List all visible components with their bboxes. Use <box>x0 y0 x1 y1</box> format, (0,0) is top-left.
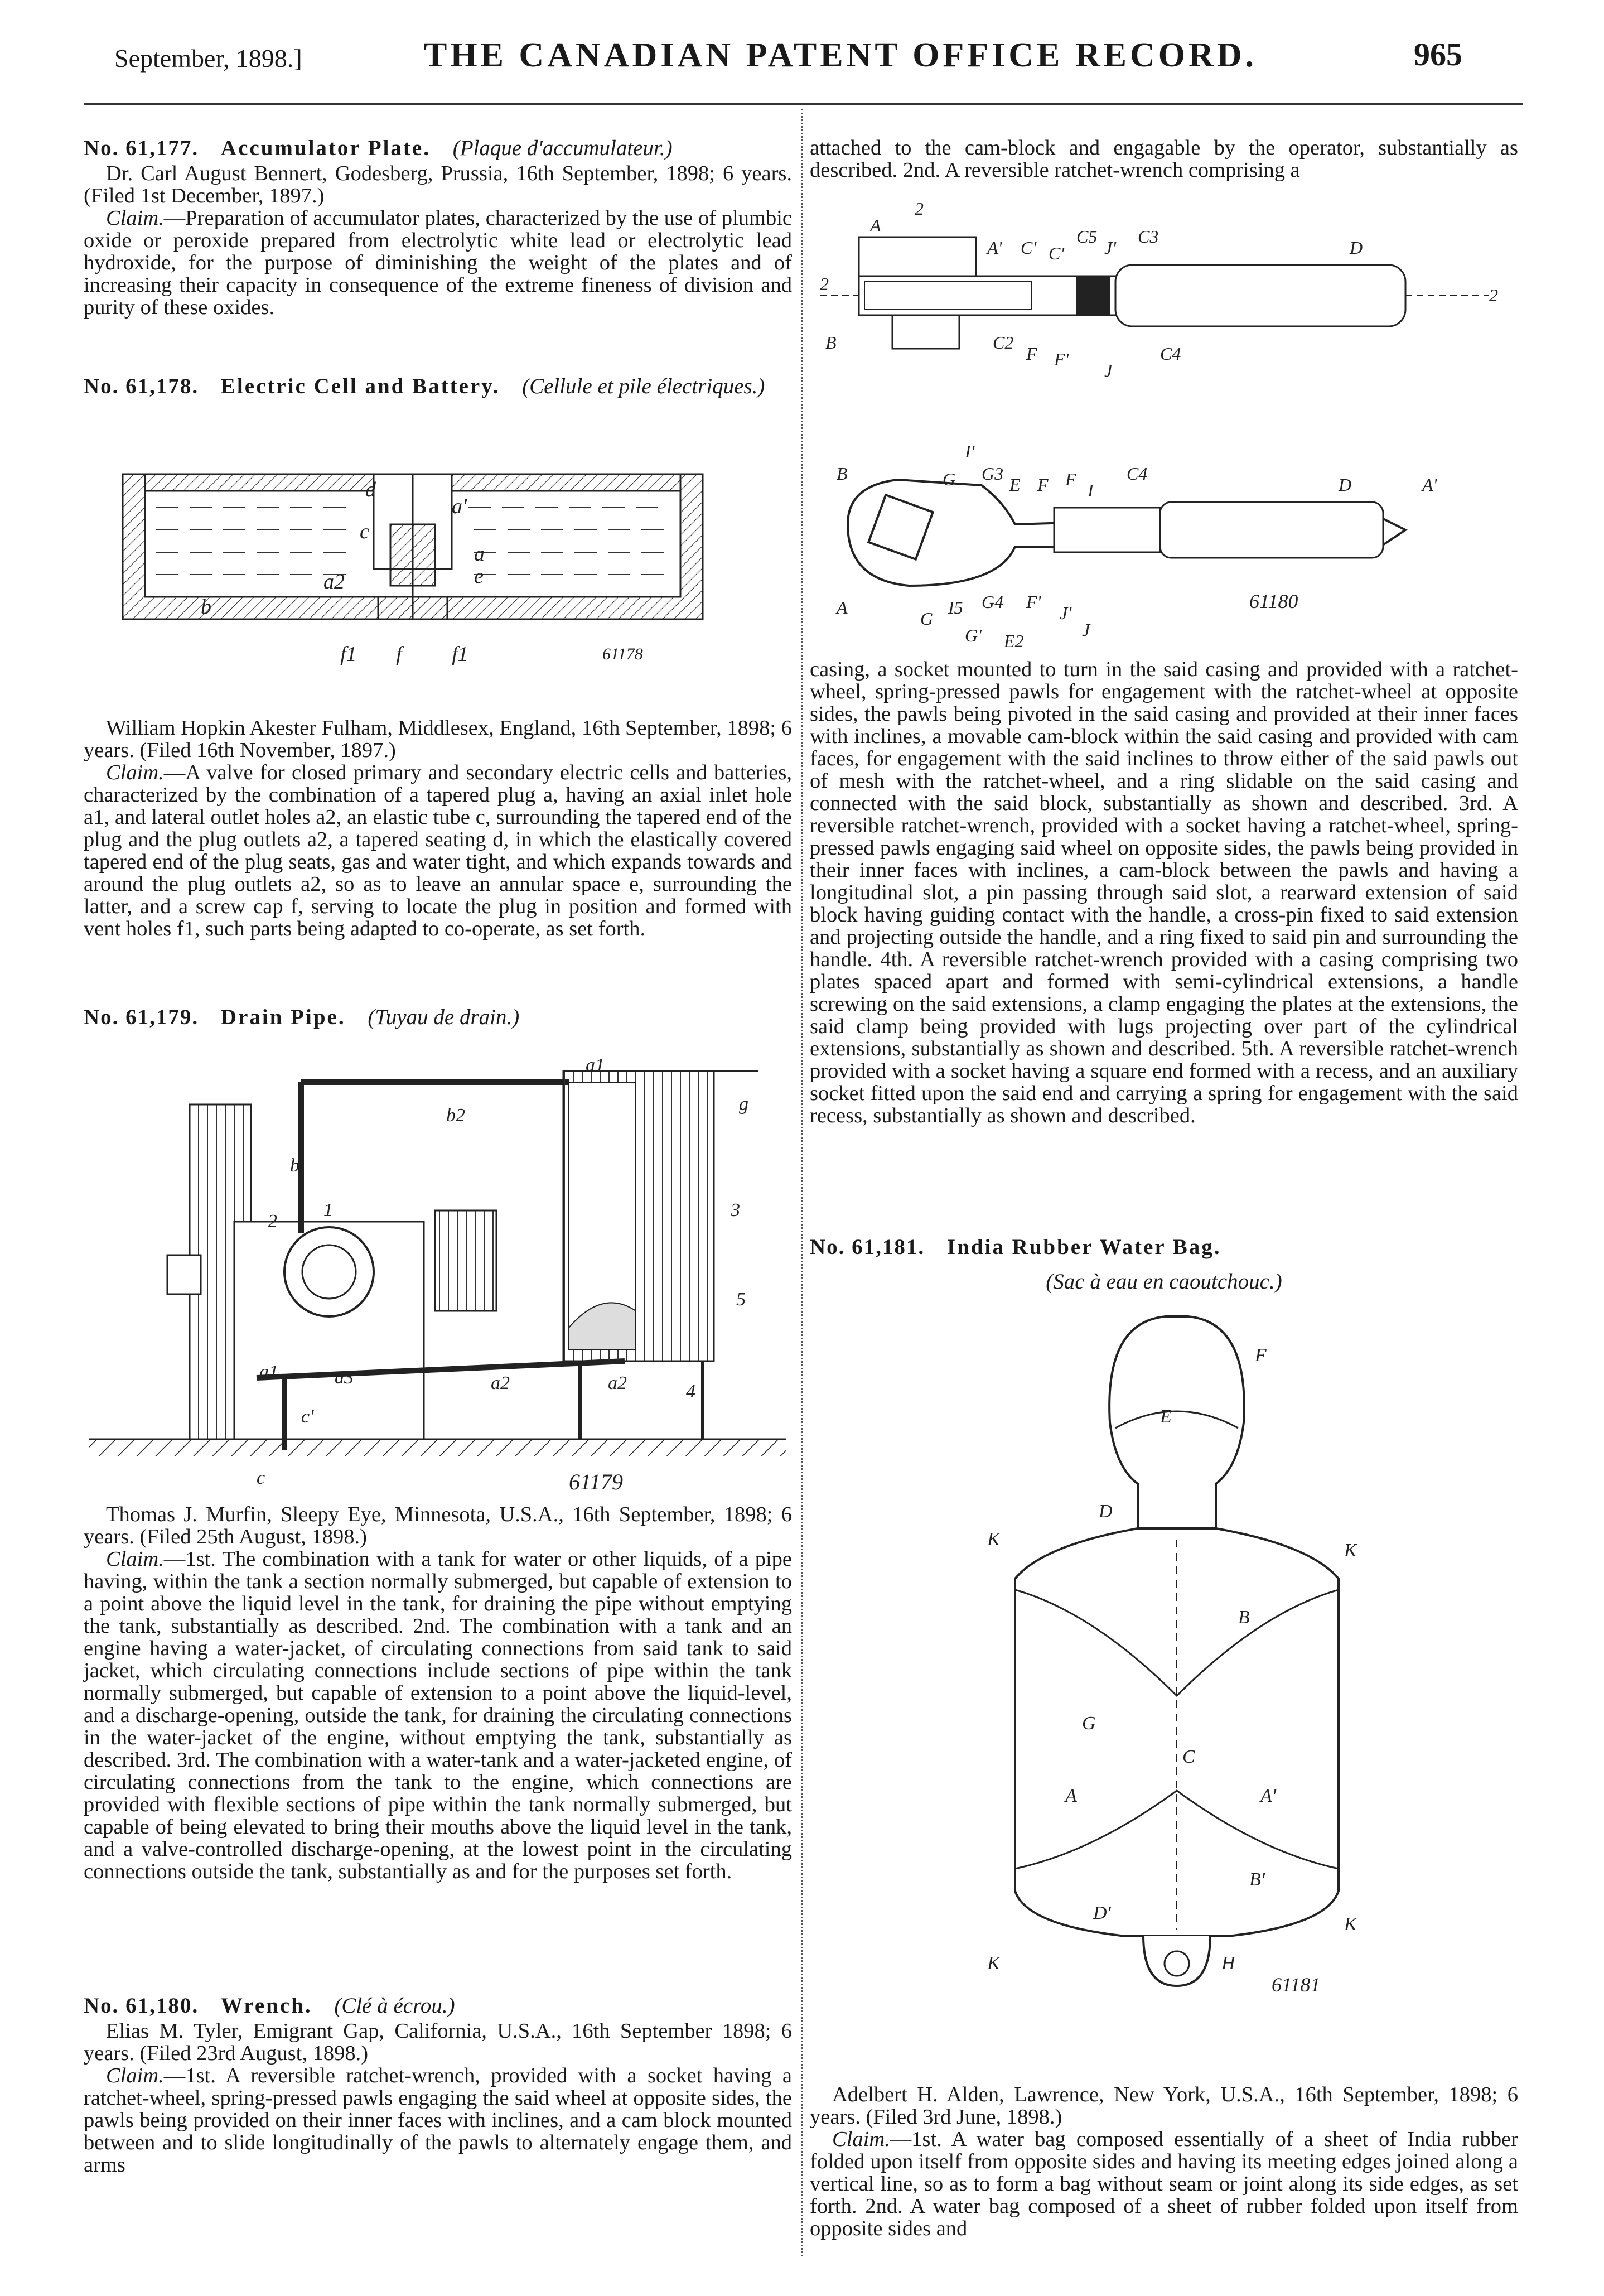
svg-text:f: f <box>396 643 402 666</box>
svg-text:a': a' <box>452 495 467 518</box>
figure-number: 61179 <box>569 1469 624 1494</box>
svg-text:F: F <box>1255 1345 1267 1366</box>
svg-text:c: c <box>257 1468 265 1488</box>
svg-text:d: d <box>365 478 376 501</box>
figure-drain-pipe <box>89 1049 786 1506</box>
svg-text:B: B <box>837 464 848 484</box>
electric-cell-drawing <box>112 463 725 669</box>
claim-text: —A valve for closed primary and secondary electric cells and batteries, characterized by the combination of a tapered plug a, having an axial inlet hole a1, and lateral outlet holes a2, an elastic tube c, surrounding the tapered end of the plug and the plug outlets a2, a tapered seating d, in which the elastically covered tapered end of the plug seats, gas and water tight, and which expands towards and around the plug outlets a2, so as to leave an annular space e, surrounding the latter, and a screw cap f, serving to locate the plug in position and formed with vent holes f1, such parts being adapted to co-operate, as set forth. <box>84 761 792 940</box>
claim-text: —1st. The combination with a tank for water or other liquids, of a pipe having, within the tank a section normally submerged, but capable of extension to a point above the liquid level in the tank, for draining the pipe without emptying the tank, substantially as described. 2nd. The combination with a tank and an engine having a water-jacket, of circulating connections from said tank to said jacket, which circulating connections include sections of pipe within the tank normally submerged, but capable of extension to a point above the liquid-level, and a discharge-opening, outside the tank, for draining the circulating connections in the water-jacket of the engine, without emptying the tank, substantially as described. 3rd. The combination with a water-tank and a water-jacketed engine, of circulating connections from the tank to the engine, which connections are provided with flexible sections of pipe within the tank normally submerged, but capable of being elevated to bring their mouths above the liquid level in the tank, and a valve-controlled discharge-opening, at the lowest point in the circulating connections outside the tank, substantially as and for the purposes set forth. <box>84 1547 792 1883</box>
svg-text:c': c' <box>301 1406 314 1427</box>
svg-text:D': D' <box>1093 1903 1111 1923</box>
claim-label: Claim. <box>106 761 164 784</box>
patent-name: Accumulator Plate. <box>220 136 431 160</box>
svg-text:b': b' <box>290 1155 304 1176</box>
handle-section <box>1160 502 1383 558</box>
patent-name: Drain Pipe. <box>220 1005 346 1029</box>
patent-french-line <box>810 1270 1518 1294</box>
svg-text:C': C' <box>1021 238 1037 258</box>
svg-text:G: G <box>920 609 934 629</box>
patent-claim <box>84 2065 792 2176</box>
patent-french-name: (Tuyau de drain.) <box>368 1005 520 1029</box>
svg-text:a2: a2 <box>323 570 345 594</box>
patent-heading <box>810 1236 1518 1259</box>
svg-text:a2: a2 <box>608 1373 627 1393</box>
svg-text:F': F' <box>1054 349 1069 369</box>
patent-inventor: Dr. Carl August Bennert, Godesberg, Prussia, 16th September, 1898; 6 years. (Filed 1st December, 1897.) <box>84 162 792 208</box>
claim-label: Claim. <box>106 2064 164 2087</box>
svg-text:3: 3 <box>731 1200 740 1221</box>
svg-text:J: J <box>1082 620 1090 640</box>
svg-text:a3: a3 <box>335 1367 354 1388</box>
patent-61181-heading <box>810 1236 1518 1294</box>
svg-text:2: 2 <box>268 1211 277 1232</box>
ring <box>1076 276 1110 315</box>
svg-text:A': A' <box>1422 475 1437 495</box>
patent-number: No. 61,178. <box>84 374 199 398</box>
drain-pipe-drawing <box>89 1049 786 1506</box>
svg-text:a2: a2 <box>491 1373 510 1393</box>
patent-61180 <box>84 1994 792 2176</box>
svg-text:A: A <box>837 597 848 618</box>
patent-heading <box>84 1994 792 2018</box>
patent-inventor: Elias M. Tyler, Emigrant Gap, California, U.S.A., 16th September 1898; 6 years. (Filed 23rd August, 1898.) <box>84 2019 792 2065</box>
claim-label: Claim. <box>106 206 164 230</box>
claim-label: Claim. <box>106 1547 164 1571</box>
issue-date: September, 1898.] <box>114 44 302 73</box>
patent-number: No. 61,177. <box>84 136 199 160</box>
svg-text:F: F <box>1065 469 1076 489</box>
patent-claim <box>810 2128 1518 2240</box>
ground <box>89 1439 786 1456</box>
svg-text:F: F <box>1026 344 1037 364</box>
svg-text:b2: b2 <box>446 1105 465 1126</box>
wrench-side-drawing <box>814 198 1523 382</box>
svg-text:B': B' <box>1249 1869 1265 1890</box>
header-rule <box>84 103 1523 105</box>
figure-number: 61178 <box>602 645 643 663</box>
patent-inventor: Adelbert H. Alden, Lawrence, New York, U.S.A., 16th September, 1898; 6 years. (Filed 3rd June, 1898.) <box>810 2083 1518 2129</box>
svg-text:b: b <box>201 595 211 619</box>
svg-text:C: C <box>1182 1747 1195 1767</box>
figure-wrench-side <box>814 198 1523 382</box>
patent-inventor: William Hopkin Akester Fulham, Middlesex, England, 16th September, 1898; 6 years. (Filed 16th November, 1897.) <box>84 716 792 762</box>
svg-text:1: 1 <box>323 1200 333 1221</box>
svg-text:I5: I5 <box>948 597 963 618</box>
svg-text:C4: C4 <box>1160 344 1181 364</box>
patent-claim <box>84 207 792 319</box>
svg-text:C5: C5 <box>1076 226 1098 247</box>
svg-text:K: K <box>987 1953 1000 1974</box>
svg-text:c: c <box>360 520 369 543</box>
figure-number: 61181 <box>1272 1974 1321 1996</box>
patent-french-name: (Cellule et pile électriques.) <box>522 374 765 398</box>
svg-text:I: I <box>1088 480 1094 500</box>
patent-61177 <box>84 137 792 319</box>
patent-61180-continued <box>810 658 1518 1127</box>
claim-continuation: casing, a socket mounted to turn in the said casing and provided with a ratchet-wheel, spring-pressed pawls for engagement with the ratchet-wheel at opposite sides, the pawls being pivoted in the said casing and provided at their inner faces with inclines, a movable cam-block within the said casing and provided with cam faces, for engagement with the said inclines to throw either of the said pawls out of mesh with the ratchet-wheel, and a ring slidable on the said casing and connected with the said block, substantially as shown and described. 3rd. A reversible ratchet-wrench, provided with a socket having a ratchet-wheel, spring-pressed pawls engaging said wheel on opposite sides, the pawls being provided in their inner faces with inclines, a cam-block between the pawls and having a longitudinal slot, a pin passing through said slot, a rearward extension of said block having guiding contact with the handle, a cross-pin fixed to said extension and projecting outside the handle, and a ring fixed to said pin and surrounding the handle. 4th. A reversible ratchet-wrench provided with a casing comprising two plates spaced apart and formed with semi-cylindrical extensions, a handle screwing on the said extensions, a clamp engaging the plates at the extensions, the said clamp being provided with lugs projecting over part of the cylindrical extensions, substantially as shown and described. 5th. A reversible ratchet-wrench provided with a socket having a square end formed with a recess, and an auxiliary socket fitted upon the said end and carrying a spring for engagement with the said recess, substantially as shown and described. <box>810 658 1518 1127</box>
svg-text:g: g <box>739 1094 748 1115</box>
patent-name: Wrench. <box>220 1994 312 2018</box>
claim-text: —1st. A reversible ratchet-wrench, provided with a socket having a ratchet-wheel, spring-pressed pawls engaging the said wheel at opposite sides, the pawls being provided on their inner faces with inclines, and a cam block mounted between and to slide longitudinally of the pawls to alternately engage them, and arms <box>84 2064 792 2177</box>
water-bag-drawing <box>982 1300 1372 2042</box>
svg-text:J: J <box>1104 360 1113 380</box>
svg-text:J': J' <box>1060 603 1072 623</box>
figure-wrench-section <box>814 441 1523 653</box>
svg-text:a: a <box>474 542 485 566</box>
svg-text:K: K <box>1344 1540 1357 1561</box>
patent-name: Electric Cell and Battery. <box>220 374 500 398</box>
svg-text:C3: C3 <box>1138 226 1159 247</box>
svg-text:A: A <box>1065 1786 1077 1806</box>
svg-text:2: 2 <box>915 199 924 219</box>
claim-continuation: attached to the cam-block and engagable by the operator, substantially as described. 2nd. A reversible ratchet-wrench comprising a <box>810 136 1518 182</box>
patent-61178 <box>84 717 792 940</box>
svg-text:f1: f1 <box>340 643 357 666</box>
svg-text:a1: a1 <box>586 1055 605 1075</box>
patent-claim <box>84 761 792 940</box>
svg-text:I': I' <box>965 441 975 461</box>
socket <box>859 237 976 276</box>
claim-label: Claim. <box>832 2128 890 2151</box>
svg-text:E2: E2 <box>1004 631 1024 651</box>
figure-number: 61180 <box>1249 590 1298 612</box>
patent-61178-heading <box>84 375 792 398</box>
svg-text:A: A <box>870 215 881 235</box>
cam-block <box>1054 508 1160 552</box>
engine-cylinder <box>284 1227 374 1316</box>
stopper-bulb <box>1109 1316 1244 1528</box>
patent-french-name: (Sac à eau en caoutchouc.) <box>1046 1270 1282 1294</box>
page-header <box>0 32 1604 83</box>
svg-text:C4: C4 <box>1127 464 1148 484</box>
patent-61179 <box>84 1503 792 1883</box>
svg-text:a1: a1 <box>259 1362 278 1382</box>
patent-number: No. 61,181. <box>810 1235 925 1259</box>
patent-61181 <box>810 2083 1518 2240</box>
svg-text:G3: G3 <box>982 464 1004 484</box>
svg-text:D: D <box>1350 238 1363 258</box>
svg-text:e: e <box>474 565 484 588</box>
hanger-tab <box>1143 1936 1210 1986</box>
svg-text:F': F' <box>1026 592 1041 612</box>
svg-text:4: 4 <box>686 1381 695 1402</box>
svg-text:B: B <box>825 332 837 353</box>
page-number: 965 <box>1414 36 1462 73</box>
svg-text:5: 5 <box>736 1289 746 1310</box>
svg-text:D: D <box>1099 1501 1113 1522</box>
svg-text:G': G' <box>965 625 982 645</box>
figure-water-bag <box>982 1300 1372 2042</box>
patent-inventor: Thomas J. Murfin, Sleepy Eye, Minnesota, U.S.A., 16th September, 1898; 6 years. (Filed 25th August, 1898.) <box>84 1503 792 1549</box>
svg-text:F: F <box>1037 475 1049 495</box>
pulley <box>435 1210 496 1311</box>
claim-text: —1st. A water bag composed essentially of a sheet of India rubber folded upon itself from opposite sides and having its meeting edges joined along a vertical line, so as to form a bag without seam or joint along its side edges, as set forth. 2nd. A water bag composed of a sheet of rubber folded upon itself from opposite sides and <box>810 2128 1518 2240</box>
svg-text:E: E <box>1009 475 1021 495</box>
svg-text:D: D <box>1339 475 1352 495</box>
svg-text:f1: f1 <box>452 643 468 666</box>
patent-claim <box>84 1548 792 1883</box>
patent-heading <box>84 1006 792 1029</box>
svg-text:2: 2 <box>820 274 829 294</box>
svg-text:K: K <box>987 1529 1000 1550</box>
patent-french-name: (Plaque d'accumulateur.) <box>452 136 673 160</box>
patent-61179-heading <box>84 1006 792 1029</box>
svg-text:2: 2 <box>1489 285 1498 305</box>
hub <box>167 1255 201 1294</box>
svg-text:A': A' <box>1260 1786 1277 1806</box>
svg-text:G: G <box>943 469 956 489</box>
claim-text: —Preparation of accumulator plates, characterized by the use of plumbic oxide or peroxide prepared from electrolytic white lead or electrolytic lead hydroxide, for the purpose of diminishing the weight of the plates and of increasing their capacity in consequence of the extreme fineness of division and purity of these oxides. <box>84 206 792 319</box>
svg-text:G4: G4 <box>982 592 1004 612</box>
publication-title: THE CANADIAN PATENT OFFICE RECORD. <box>424 36 1258 74</box>
svg-text:A': A' <box>987 238 1002 258</box>
svg-text:C2: C2 <box>993 332 1014 353</box>
patent-number: No. 61,180. <box>84 1994 199 2018</box>
svg-text:G: G <box>1082 1713 1096 1734</box>
patent-heading <box>84 137 792 160</box>
svg-text:C': C' <box>1049 243 1065 263</box>
svg-text:E: E <box>1160 1406 1172 1427</box>
figure-electric-cell <box>112 463 725 669</box>
handle <box>1115 265 1405 326</box>
patent-french-name: (Clé à écrou.) <box>334 1994 455 2018</box>
patent-heading <box>84 375 792 398</box>
patent-number: No. 61,179. <box>84 1005 199 1029</box>
svg-text:H: H <box>1221 1953 1235 1974</box>
svg-text:J': J' <box>1104 238 1117 258</box>
socket-square <box>892 315 959 349</box>
column-divider <box>801 109 803 2256</box>
patent-name: India Rubber Water Bag. <box>946 1235 1221 1259</box>
patent-61180-continued-top <box>810 137 1518 181</box>
wrench-section-drawing <box>814 441 1523 653</box>
svg-text:K: K <box>1344 1914 1357 1935</box>
svg-text:B: B <box>1238 1607 1250 1628</box>
